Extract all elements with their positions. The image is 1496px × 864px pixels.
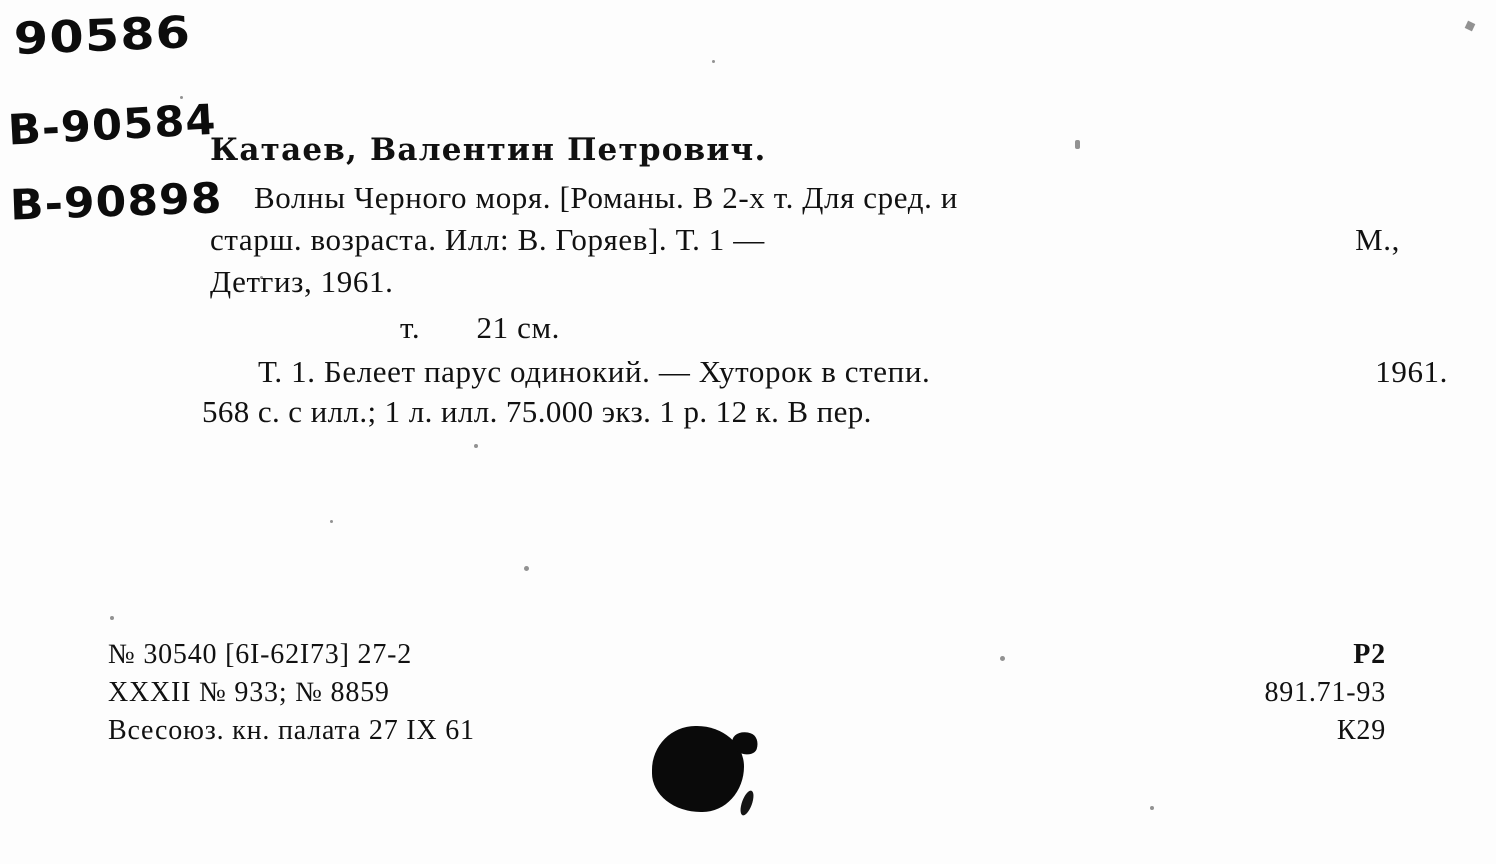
paper-speck (712, 60, 715, 63)
udc-number: 891.71-93 (1264, 677, 1386, 709)
ink-blot (652, 726, 744, 812)
paper-speck (1465, 21, 1476, 32)
volume-marker: т. (400, 310, 421, 345)
handwritten-shelfmark-1: B-90584 (6, 95, 218, 156)
ink-blot-splatter (738, 789, 756, 817)
bibliographic-record (202, 132, 1448, 430)
paper-speck (524, 566, 529, 571)
size-value: 21 см. (476, 310, 561, 345)
title-statement-line-2 (210, 222, 1400, 258)
series-numbers: XXXII № 933; № 8859 (108, 677, 390, 709)
paper-speck (330, 520, 333, 523)
classification-code: Р2 (1353, 639, 1386, 670)
physical-description: 568 с. с илл.; 1 л. илл. 75.000 экз. 1 р. 12 к. В пер. (202, 394, 872, 429)
title-statement-line-1: Волны Черного моря. [Романы. В 2-х т. Для сред. и (254, 180, 958, 215)
paper-speck (1150, 806, 1154, 810)
footer-right-block (1264, 636, 1386, 750)
paper-speck (1000, 656, 1005, 661)
contents-year: 1961. (1375, 354, 1448, 389)
physical-size-line (210, 310, 1400, 346)
contents-note (210, 354, 1448, 390)
card-order-number: № 30540 [6I-62I73] 27-2 (108, 639, 413, 670)
paper-speck (110, 616, 114, 620)
author-heading: Катаев, Валентин Петрович. (210, 132, 767, 168)
handwritten-shelfmark-2: B-90898 (9, 174, 224, 231)
author-mark: К29 (1336, 715, 1386, 747)
footer-left-block (108, 636, 475, 750)
issuing-agency: Всесоюз. кн. палата 27 IX 61 (108, 715, 475, 747)
publisher-and-year: Детгиз, 1961. (210, 264, 394, 299)
contents-text: Т. 1. Белеет парус одинокий. — Хуторок в степи. (258, 354, 931, 389)
handwritten-accession-number: 90586 (13, 7, 192, 65)
place-of-publication: М., (1355, 222, 1400, 257)
imprint-left: старш. возраста. Илл: В. Горяев]. Т. 1 — (210, 222, 765, 257)
paper-speck (474, 444, 478, 448)
